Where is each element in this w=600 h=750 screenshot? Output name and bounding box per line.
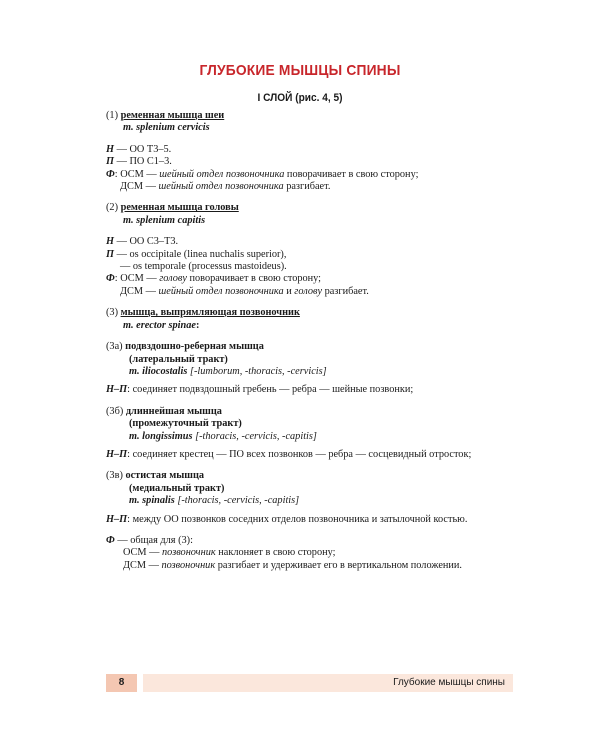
muscle-3b-attachments: [106, 449, 546, 461]
muscle-1-insertion: [106, 156, 546, 168]
muscle-3-function-heading: [106, 535, 546, 547]
insertion-text: — os occipitale (linea nuchalis superior),: [114, 248, 287, 260]
muscle-3c-latin-name: m. spinalis: [129, 495, 175, 507]
attachment-key: Н–П: [106, 513, 128, 525]
function-key: Ф: [106, 168, 115, 180]
dsm-label: ДСМ —: [120, 285, 159, 297]
muscle-1-origin: [106, 144, 546, 156]
osm-action: поворачивает в свою сторону;: [186, 273, 322, 285]
muscle-3a-latin-name: m. iliocostalis: [129, 365, 188, 377]
muscle-3b-name: длиннейшая мышца: [125, 405, 222, 417]
muscle-3a-latin-parts: [-lumborum, -thoracis, -cervicis]: [187, 365, 327, 377]
muscle-3-latin-name: m. erector spinae: [123, 319, 196, 331]
muscle-3-number: (3): [106, 307, 121, 319]
muscle-1-function-osm: [106, 169, 546, 181]
muscle-1-latin: m. splenium cervicis: [123, 122, 210, 134]
page-content: [106, 110, 546, 572]
attachment-text: : соединяет подвздошный гребень — ребра — шейные позвонки;: [127, 384, 414, 396]
muscle-3-heading: [106, 307, 546, 319]
muscle-2-heading: [106, 202, 546, 214]
function-key: Ф: [106, 273, 115, 285]
muscle-3c-number: (3в): [106, 470, 126, 482]
muscle-1-heading: [106, 110, 546, 122]
running-footer: Глубокие мышцы спины: [143, 674, 513, 692]
osm-object: голову: [159, 273, 187, 285]
muscle-3b-latin: [106, 431, 546, 443]
origin-key: Н: [106, 143, 115, 155]
muscle-3c-latin-parts: [-thoracis, -cervicis, -capitis]: [174, 495, 300, 507]
page-title: ГЛУБОКИЕ МЫШЦЫ СПИНЫ: [199, 62, 401, 79]
muscle-3c-latin: [106, 495, 546, 507]
osm-label: ОСМ —: [123, 547, 163, 559]
muscle-2-origin: [106, 236, 546, 248]
origin-text: — ОО С3–Т3.: [114, 236, 179, 248]
muscle-2-function-dsm: [106, 286, 546, 298]
dsm-object-2: голову: [294, 285, 323, 297]
muscle-3c-name: остистая мышца: [125, 470, 205, 482]
dsm-label: ДСМ —: [120, 181, 159, 193]
muscle-2-insertion-2: — os temporale (processus mastoideus).: [120, 261, 287, 273]
dsm-object: шейный отдел позвоночника: [158, 285, 284, 297]
dsm-action: разгибает.: [283, 181, 331, 193]
muscle-3-function-osm: [106, 547, 546, 559]
attachment-text: : соединяет крестец — ПО всех позвонков — ребра — сосцевидный отросток;: [127, 448, 472, 460]
muscle-3a-number: (3а): [106, 341, 126, 353]
osm-label: : ОСМ —: [114, 273, 160, 285]
origin-text: — ОО Т3–5.: [114, 143, 172, 155]
origin-key: Н: [106, 236, 115, 248]
muscle-3c-attachments: [106, 514, 546, 526]
osm-object: шейный отдел позвоночника: [159, 168, 285, 180]
muscle-2-insertion: [106, 249, 546, 261]
osm-label: : ОСМ —: [114, 168, 160, 180]
muscle-2-name: ременная мышца головы: [120, 202, 239, 214]
function-key: Ф: [106, 534, 115, 546]
dsm-action: разгибает.: [322, 285, 369, 297]
function-common-text: — общая для (3):: [114, 534, 193, 546]
muscle-2-number: (2): [106, 202, 121, 214]
muscle-3a-latin: [106, 366, 546, 378]
attachment-text: : между ОО позвонков соседних отделов позвоночника и затылочной костью.: [127, 513, 468, 525]
insertion-text: — ПО С1–3.: [114, 156, 172, 168]
muscle-3a-heading: [106, 341, 546, 353]
dsm-object: позвоночник: [161, 559, 216, 571]
section-subtitle: I СЛОЙ (рис. 4, 5): [257, 92, 343, 104]
muscle-3-function-dsm: [106, 560, 546, 572]
muscle-3b-number: (3б): [106, 405, 126, 417]
muscle-3b-tract: (промежуточный тракт): [129, 418, 242, 430]
insertion-key: П: [106, 248, 115, 260]
muscle-1-number: (1): [106, 110, 121, 121]
muscle-3a-name: подвздошно-реберная мышца: [125, 341, 264, 353]
muscle-3b-latin-parts: [-thoracis, -cervicis, -capitis]: [192, 430, 317, 442]
muscle-3c-heading: [106, 470, 546, 482]
muscle-3b-heading: [106, 406, 546, 418]
muscle-3c-tract: (медиальный тракт): [129, 482, 225, 494]
muscle-3-name: мышца, выпрямляющая позвоночник: [120, 307, 300, 319]
muscle-3-latin: [106, 320, 546, 332]
muscle-3a-tract: (латеральный тракт): [129, 353, 228, 365]
muscle-1-name: ременная мышца шеи: [120, 110, 225, 121]
dsm-object: шейный отдел позвоночника: [158, 181, 284, 193]
attachment-key: Н–П: [106, 448, 128, 460]
muscle-3a-attachments: [106, 384, 546, 396]
osm-action: наклоняет в свою сторону;: [215, 547, 336, 559]
dsm-conjunction: и: [283, 285, 295, 297]
attachment-key: Н–П: [106, 384, 128, 396]
muscle-2-latin: m. splenium capitis: [123, 214, 206, 226]
latin-colon: :: [195, 319, 200, 331]
insertion-key: П: [106, 156, 115, 168]
muscle-2-function-osm: [106, 273, 546, 285]
osm-object: позвоночник: [162, 547, 216, 559]
dsm-action: разгибает и удерживает его в вертикальном положении.: [215, 559, 462, 571]
muscle-1-function-dsm: [106, 181, 546, 193]
osm-action: поворачивает в свою сторону;: [284, 168, 419, 180]
dsm-label: ДСМ —: [123, 559, 162, 571]
page-number: 8: [106, 674, 137, 692]
muscle-3b-latin-name: m. longissimus: [129, 430, 193, 442]
